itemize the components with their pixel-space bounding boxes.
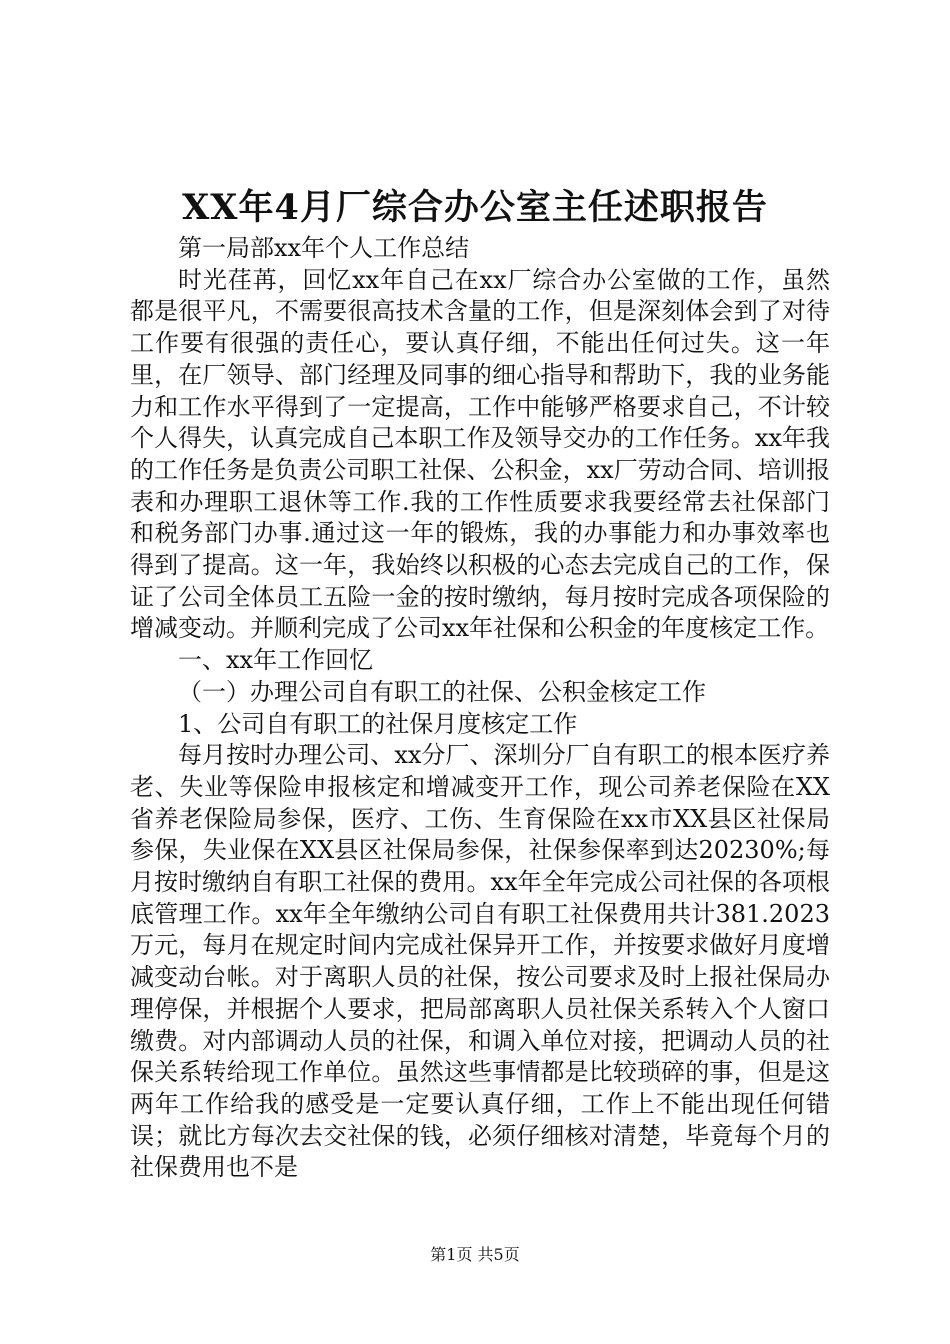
section-heading-part-one: 第一局部xx年个人工作总结 (178, 234, 470, 262)
paragraph-summary: 时光荏苒，回忆xx年自己在xx厂综合办公室做的工作，虽然都是很平凡，不需要很高技术含量的工作，但是深刻体会到了对待工作要有很强的责任心，要认真仔细，不能出任何过失。这一年里，在厂领导、部门经理及同事的细心指导和帮助下，我的业务能力和工作水平得到了一定提高，工作中能够严格要求自己，不计较个人得失，认真完成自己本职工作及领导交办的工作任务。xx年我的工作任务是负责公司职工社保、公积金，xx厂劳动合同、培训报表和办理职工退休等工作.我的工作性质要求我要经常去社保部门和税务部门办事.通过这一年的锻炼，我的办事能力和办事效率也得到了提高。这一年，我始终以积极的心态去完成自己的工作，保证了公司全体员工五险一金的按时缴纳，每月按时完成各项保险的增减变动。并顺利完成了公司xx年社保和公积金的年度核定工作。 (130, 265, 830, 643)
paragraph-monthly-work: 每月按时办理公司、xx分厂、深圳分厂自有职工的根本医疗养老、失业等保险申报核定和增减变开工作，现公司养老保险在XX省养老保险局参保，医疗、工伤、生育保险在xx市XX县区社保局参保，失业保在XX县区社保局参保，社保参保率到达20230%;每月按时缴纳自有职工社保的费用。xx年全年完成公司社保的各项根底管理工作。xx年全年缴纳公司自有职工社保费用共计381.2023万元，每月在规定时间内完成社保异开工作，并按要求做好月度增减变动台帐。对于离职人员的社保，按公司要求及时上报社保局办理停保，并根据个人要求，把局部离职人员社保关系转入个人窗口缴费。对内部调动人员的社保，和调入单位对接，把调动人员的社保关系转给现工作单位。虽然这些事情都是比较琐碎的事，但是这两年工作给我的感受是一定要认真仔细，工作上不能出现任何错误；就比方每次去交社保的钱，必须仔细核对清楚，毕竟每个月的社保费用也不是 (130, 741, 830, 1182)
section-heading-review: 一、xx年工作回忆 (178, 646, 374, 675)
document-body (130, 233, 830, 1184)
subsection-heading-social-security: （一）办理公司自有职工的社保、公积金核定工作 (178, 677, 706, 706)
item-heading-monthly-verification: 1、公司自有职工的社保月度核定工作 (178, 709, 578, 738)
document-title: XX年4月厂综合办公室主任述职报告 (182, 187, 768, 228)
page-footer: 第1页 共5页 (430, 1245, 520, 1264)
